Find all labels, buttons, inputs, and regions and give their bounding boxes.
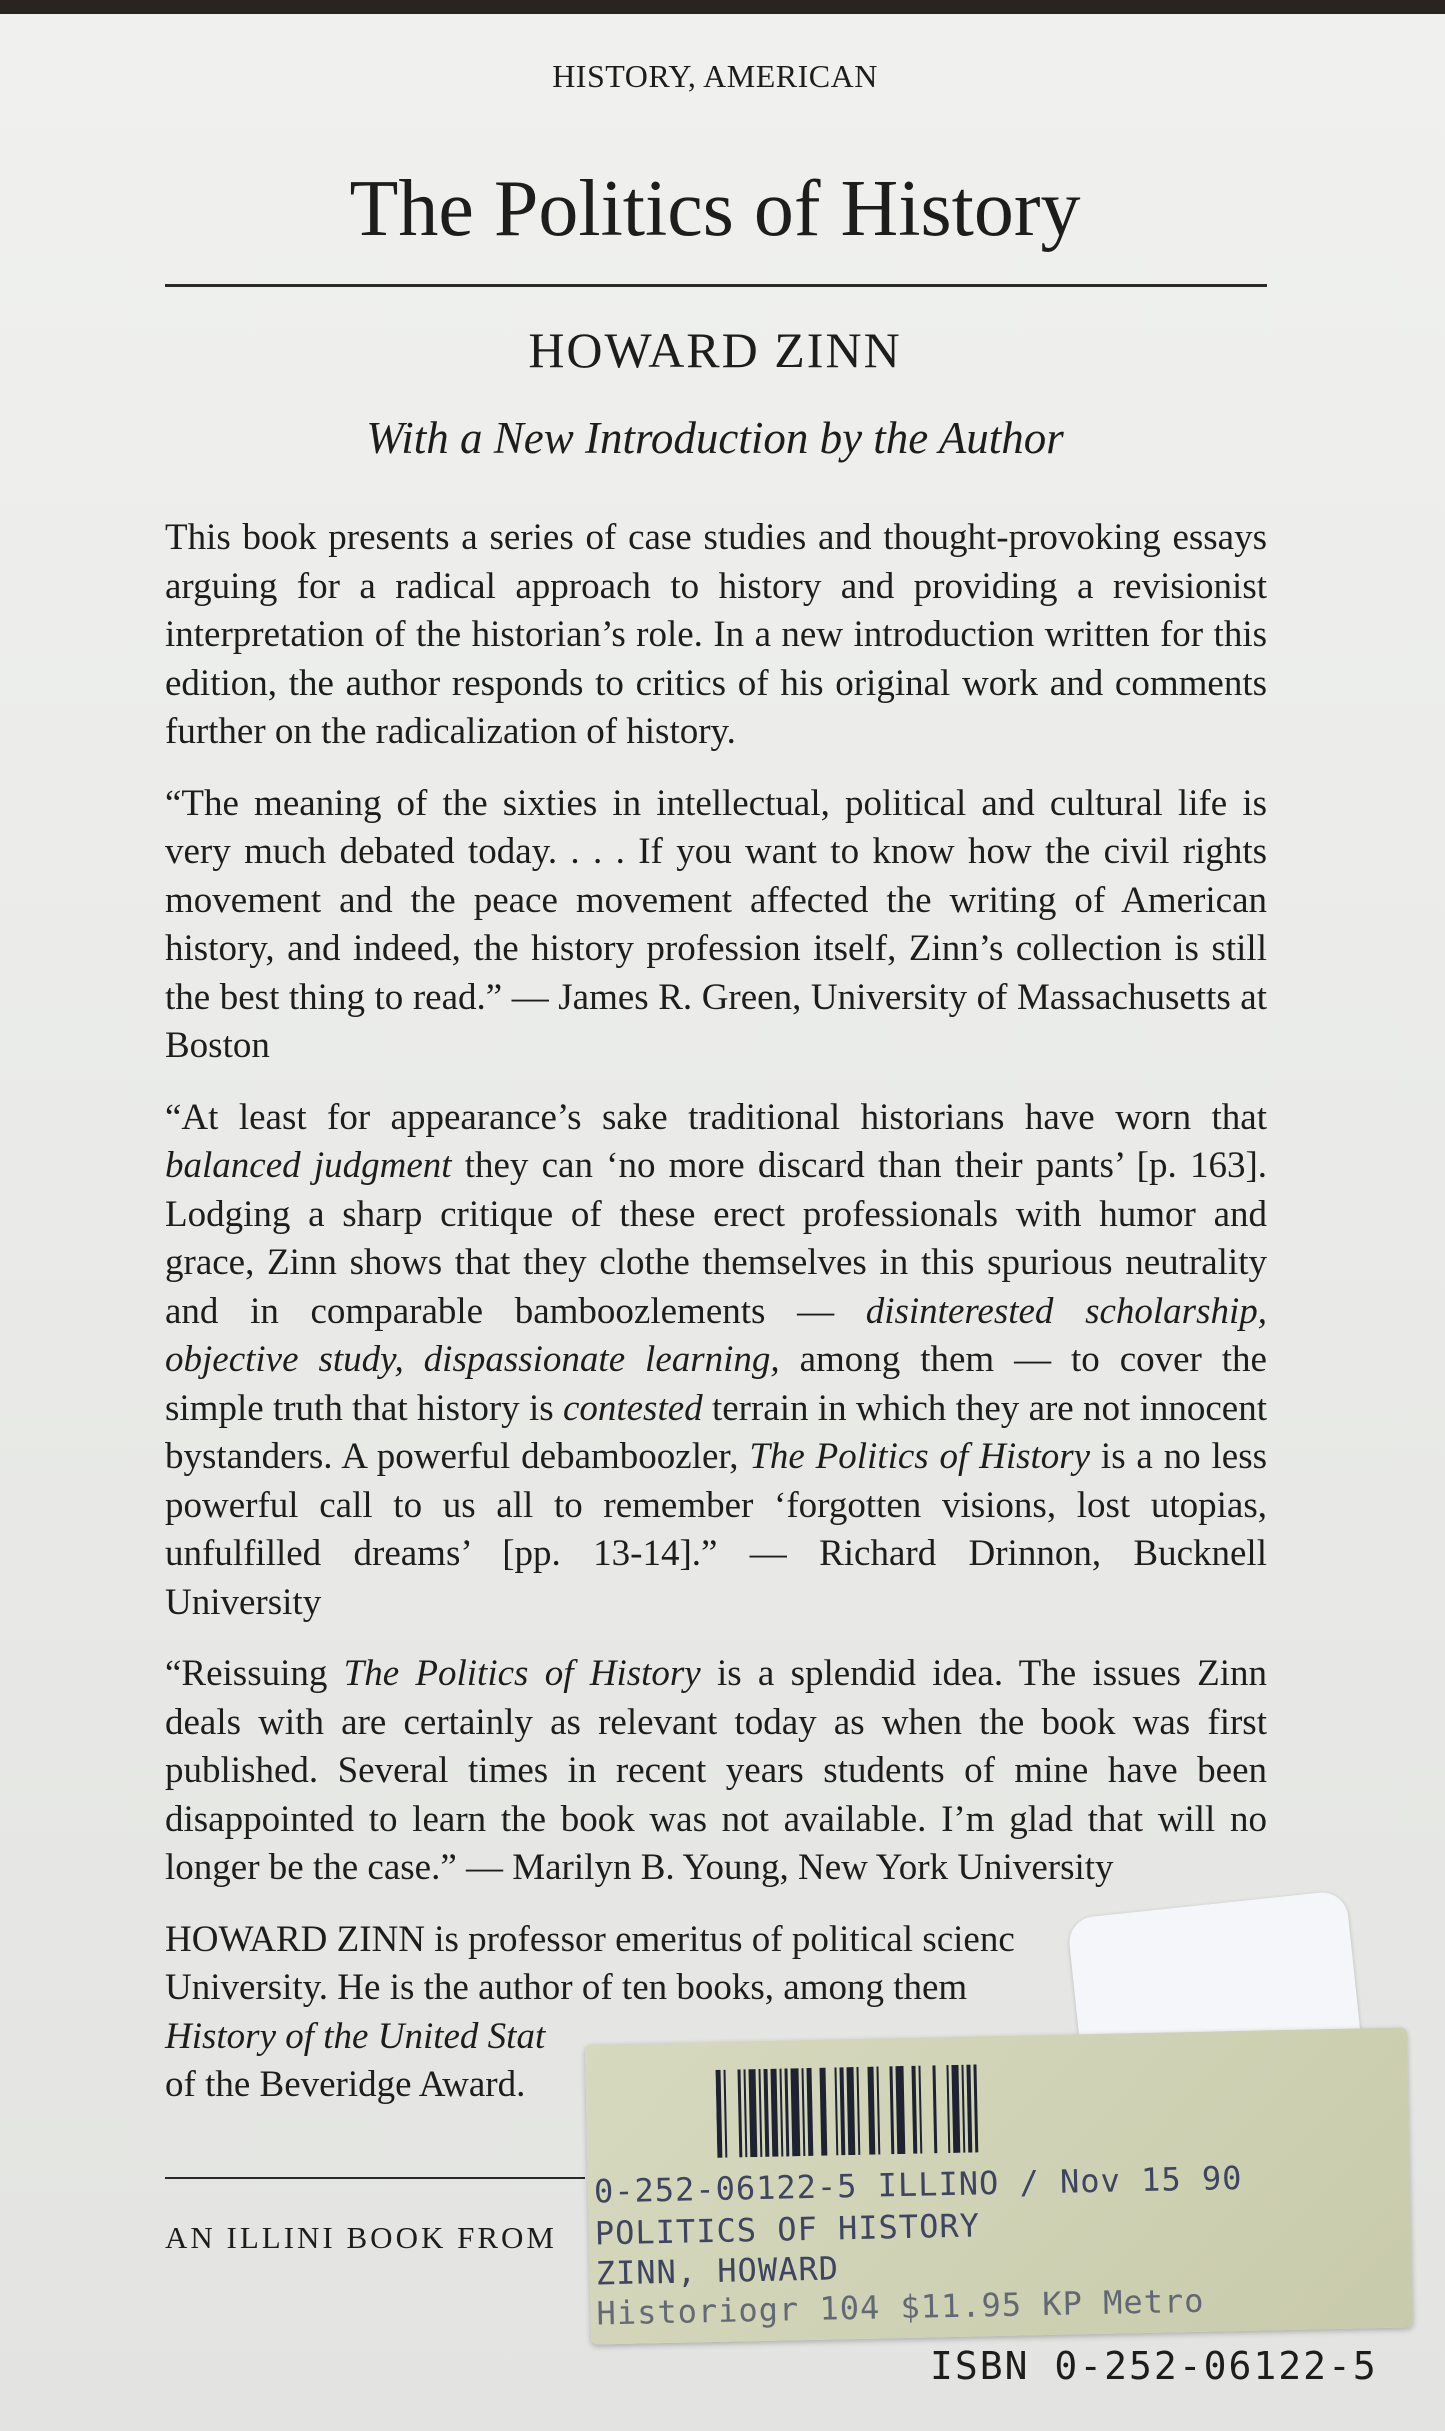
quote-young: “Reissuing The Politics of History is a splendid idea. The issues Zinn deals with are certainly as relevant today as when the book was first published. Several times in recent years students of mine have been disappointed to learn the book was not available. I’m glad that will no longer be the case.” — Marilyn B. Young, New York University — [165, 1653, 1267, 1888]
barcode-bar — [856, 2067, 860, 2155]
barcode-bar — [889, 2066, 894, 2154]
isbn-number: ISBN 0-252-06122-5 — [930, 2344, 1378, 2388]
quote-drinnon: “At least for appearance’s sake traditional historians have worn that balanced judgment they can ‘no more discard than their pants’ [p. 163]. Lodging a sharp critique of these erect professionals with humor and grace, Zinn shows that they clothe themselves in this spurious neutrality and in comparable bamboozlements — disinterested scholarship, objective study, dispassionate learning, among them — to cover the simple truth that history is contested terrain in which they are not innocent bystanders. A powerful debamboozler, The Politics of History is a no less powerful call to us all to remember ‘forgotten visions, lost utopias, unfulfilled dreams’ [pp. 13-14].” — Richard Drinnon, Bucknell University — [165, 1096, 1268, 1623]
barcode-bar — [918, 2066, 922, 2154]
blurb-body — [165, 514, 1267, 2133]
barcode-bar — [951, 2065, 960, 2153]
subtitle: With a New Introduction by the Author — [366, 413, 1064, 463]
barcode-bar — [801, 2068, 805, 2156]
sticker-line-3: ZINN, HOWARD — [595, 2249, 840, 2293]
barcode-bar — [819, 2068, 827, 2156]
barcode-bar — [716, 2070, 723, 2158]
publisher-line: AN ILLINI BOOK FROM — [165, 2220, 557, 2255]
barcode-bar — [744, 2069, 748, 2157]
bottom-divider — [165, 2177, 585, 2179]
book-title: The Politics of History — [349, 165, 1081, 253]
barcode-bar — [973, 2064, 978, 2152]
library-sticker — [585, 2027, 1413, 2344]
barcode — [716, 2062, 1088, 2158]
top-divider — [165, 284, 1267, 287]
barcode-bar — [724, 2070, 728, 2158]
barcode-bar — [758, 2069, 762, 2157]
author-name: HOWARD ZINN — [528, 322, 902, 378]
description-paragraph: This book presents a series of case studies and thought-provoking essays arguing for a radical approach to history and providing a revisionist interpretation of the historian’s role. In a new introduction written for this edition, the author responds to critics of his original work and comments further on the radicalization of history. — [165, 517, 1267, 752]
barcode-bar — [790, 2068, 800, 2156]
barcode-bar — [911, 2066, 917, 2154]
barcode-bar — [961, 2065, 965, 2153]
barcode-bar — [876, 2066, 880, 2154]
sticker-line-2: POLITICS OF HISTORY — [594, 2206, 981, 2253]
barcode-bar — [895, 2066, 905, 2154]
sticker-line-4: Historiogr 104 $11.95 KP Metro — [596, 2281, 1205, 2333]
barcode-bar — [738, 2069, 743, 2157]
barcode-bar — [763, 2069, 769, 2157]
barcode-bar — [839, 2067, 845, 2155]
barcode-bar — [846, 2067, 855, 2155]
barcode-bar — [806, 2068, 813, 2156]
barcode-bar — [784, 2068, 789, 2156]
barcode-bar — [932, 2065, 937, 2153]
book-back-cover — [0, 14, 1445, 2431]
barcode-bar — [946, 2065, 950, 2153]
category-label: HISTORY, AMERICAN — [552, 58, 878, 94]
barcode-bar — [966, 2065, 972, 2153]
quote-green: “The meaning of the sixties in intellectual, political and cultural life is very much debated today. . . . If you want to know how the civil rights movement and the peace movement affected the writing of American history, and indeed, the history profession itself, Zinn’s collection is still the best thing to read.” — James R. Green, University of Massachusetts at Boston — [165, 782, 1267, 1066]
barcode-bar — [748, 2069, 757, 2157]
barcode-bar — [834, 2067, 838, 2155]
barcode-bar — [770, 2069, 778, 2157]
author-bio: HOWARD ZINN is professor emeritus of political scienc University. He is the author of ten books, among them History of the United Stat of the Beveridge Award. — [165, 1918, 1015, 2105]
barcode-bar — [867, 2067, 875, 2155]
sticker-line-1: 0-252-06122-5 ILLINO / Nov 15 90 — [593, 2158, 1243, 2211]
barcode-bar — [779, 2069, 783, 2157]
